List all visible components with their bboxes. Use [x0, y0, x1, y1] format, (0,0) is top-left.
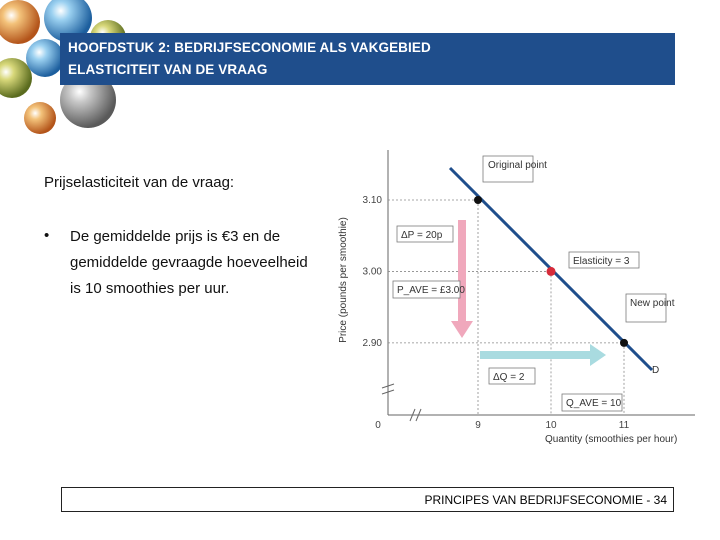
- q-avg-label: Q_AVE = 10: [566, 398, 622, 409]
- y-tick-label: 3.00: [362, 266, 382, 278]
- x-axis-title: Quantity (smoothies per hour): [545, 434, 678, 445]
- x-tick-label: 10: [545, 420, 557, 431]
- price-change-arrowhead: [451, 321, 473, 338]
- new-point-label: New point: [630, 298, 675, 309]
- y-axis-title: Price (pounds per smoothie): [338, 217, 349, 343]
- delta-q-label: ΔQ = 2: [493, 372, 525, 383]
- marble: [0, 0, 40, 44]
- marble: [26, 39, 64, 77]
- quantity-change-arrow: [480, 351, 592, 359]
- marble: [24, 102, 56, 134]
- quantity-change-arrowhead: [590, 344, 606, 366]
- x-tick-labels: [375, 420, 629, 431]
- chapter-title: HOOFDSTUK 2: BEDRIJFSECONOMIE ALS VAKGEBIED: [68, 40, 431, 55]
- x-tick-label: 11: [618, 420, 630, 431]
- data-point: [620, 339, 628, 347]
- section-title: Prijselasticiteit van de vraag:: [44, 174, 235, 191]
- x-tick-label: 9: [475, 420, 481, 431]
- elasticity-label: Elasticity = 3: [573, 256, 630, 267]
- y-tick-labels: [363, 195, 383, 349]
- y-tick-label: 3.10: [362, 195, 382, 206]
- data-point: [474, 196, 482, 204]
- p-avg-label: P_AVE = £3.00: [397, 285, 465, 296]
- original-point-label: Original point: [488, 160, 547, 171]
- price-change-arrow: [458, 220, 466, 323]
- demand-chart: [330, 140, 700, 450]
- x-tick-label: 0: [375, 420, 381, 431]
- footer-box: [61, 487, 674, 512]
- demand-label: D: [652, 365, 660, 376]
- delta-p-label: ΔP = 20p: [401, 230, 443, 241]
- data-point: [547, 267, 556, 276]
- bullet-text: De gemiddelde prijs is €3 en de gemiddelde gevraagde hoeveelheid is 10 smoothies per uur.: [70, 228, 308, 297]
- bullet-marker: •: [44, 227, 50, 244]
- footer-text: PRINCIPES VAN BEDRIJFSECONOMIE - 34: [424, 493, 667, 507]
- slide-title: ELASTICITEIT VAN DE VRAAG: [68, 62, 268, 77]
- y-tick-label: 2.90: [362, 337, 382, 349]
